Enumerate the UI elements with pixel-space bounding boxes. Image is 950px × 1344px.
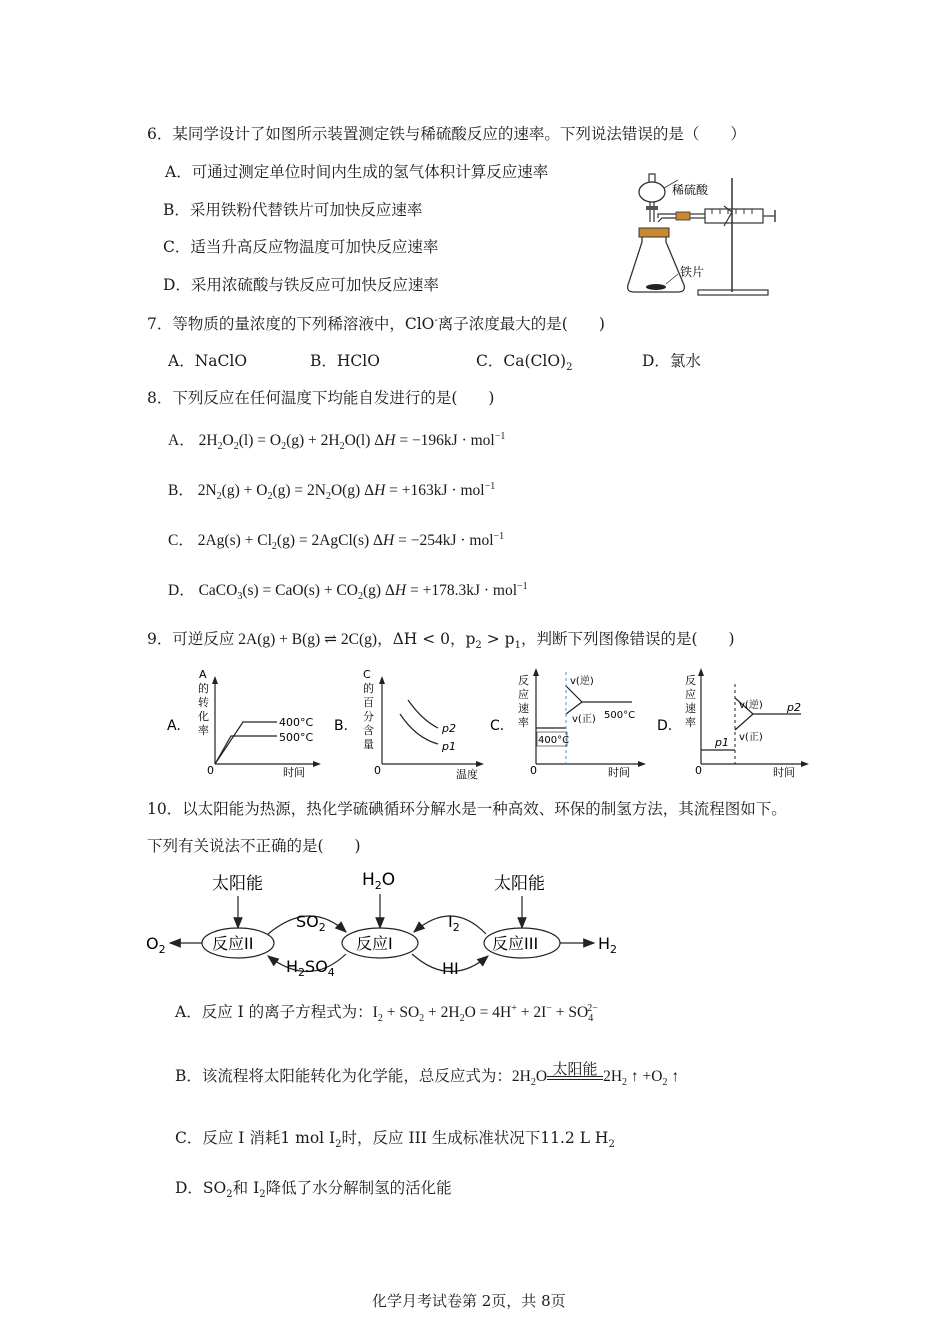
label-500: 500°C [279, 731, 314, 744]
q8-option-d: D． CaCO$_3$(s) = $CaO(s) + CO_2(g) \Delta H = +178.3kJ \cdot mol^{-1}$ [168, 580, 528, 603]
q10-stem-line1: 10．以太阳能为热源，热化学硫碘循环分解水是一种高效、环保的制氢方法，其流程图如下。 [147, 800, 787, 818]
svg-text:率: 率 [198, 724, 209, 737]
svg-text:量: 量 [363, 738, 374, 751]
svg-text:含: 含 [363, 724, 374, 737]
page-footer: 化学月考试卷第 2页，共 8页 [372, 1292, 566, 1310]
svg-text:0: 0 [695, 764, 702, 777]
svg-text:反: 反 [518, 674, 529, 687]
svg-text:转: 转 [198, 696, 209, 709]
svg-text:分: 分 [363, 710, 374, 723]
q9-graph-d [655, 664, 815, 784]
svg-text:率: 率 [685, 716, 696, 729]
q7-option-a: A．NaClO [168, 352, 248, 370]
label-iron-sheet: 铁片 [680, 265, 705, 279]
q6-option-c: C．适当升高反应物温度可加快反应速率 [163, 238, 439, 256]
svg-text:p1: p1 [715, 736, 729, 749]
q7-stem: 7．等物质的量浓度的下列稀溶液中，ClO-离子浓度最大的是( ) [147, 314, 605, 333]
graph-a-xlabel: 时间 [283, 766, 305, 779]
graph-b-xlabel: 温度 [456, 768, 478, 781]
svg-text:的: 的 [198, 682, 209, 695]
flow-hi: HI [442, 959, 459, 978]
q7-option-b: B．HClO [310, 352, 380, 370]
q9-graph-a [165, 664, 325, 784]
svg-text:率: 率 [518, 716, 529, 729]
q9-graph-b [330, 664, 490, 784]
svg-text:反应II: 反应II [212, 934, 254, 953]
curve-p2 [408, 700, 438, 728]
flow-i2: $I_2$ [448, 912, 460, 934]
graph-a-label: A. [167, 718, 181, 734]
svg-text:v(正): v(正) [739, 732, 763, 743]
svg-text:v(正): v(正) [572, 714, 596, 725]
label-400: 400°C [279, 716, 314, 729]
q10-option-a: A．反应 I 的离子方程式为：$I_2 + SO_2 + 2H_2O = 4H^+ + 2I^- + SO_4^{2-}$ [175, 1002, 598, 1025]
svg-text:时间: 时间 [773, 766, 795, 779]
flow-sun-left: 太阳能 [212, 874, 263, 894]
q6-option-d: D．采用浓硫酸与铁反应可加快反应速率 [163, 276, 439, 294]
svg-text:化: 化 [198, 710, 209, 723]
q6-apparatus-figure [620, 170, 790, 300]
svg-text:反应III: 反应III [492, 934, 539, 953]
svg-text:速: 速 [518, 702, 529, 715]
svg-text:0: 0 [374, 764, 381, 777]
svg-text:v(逆): v(逆) [739, 700, 763, 711]
q8-option-b: B． $2N_2(g) + O_2(g) = 2N_2O(g) \Delta H = +163kJ \cdot mol^{-1}$ [168, 480, 496, 503]
q10-option-c: C．反应 I 消耗1 mol $I_2$时，反应 III 生成标准状况下11.2 L $H_2$ [175, 1129, 615, 1151]
svg-text:速: 速 [685, 702, 696, 715]
svg-text:百: 百 [363, 696, 374, 709]
q10-flow-diagram [140, 864, 640, 984]
q10-option-b: B．该流程将太阳能转化为化学能，总反应式为：$2H_2O$ 太阳能 $2H_2$ ↑ $+O_2$ ↑ [175, 1060, 680, 1089]
q7-option-c: C．$Ca(ClO)_2$ [476, 352, 573, 374]
q9-graph-c [488, 664, 653, 784]
flow-h2: $H_2$ [598, 934, 618, 956]
q10-option-d: D．$SO_2$和 $I_2$降低了水分解制氢的活化能 [175, 1179, 452, 1201]
label-dilute-acid: 稀硫酸 [672, 183, 709, 197]
flow-so2: $SO_2$ [296, 912, 326, 934]
curve-p1 [400, 714, 438, 744]
q10-stem-line2: 下列有关说法不正确的是( ) [147, 837, 361, 855]
q8-option-a: A． $2H_2O_2(l) = O_2(g) + 2H_2O(l) \Delta H = -196kJ \cdot mol^{-1}$ [168, 430, 506, 453]
flow-o2: $O_2$ [146, 934, 166, 956]
svg-text:p2: p2 [787, 701, 801, 714]
svg-text:反应I: 反应I [356, 934, 393, 953]
flow-sun-right: 太阳能 [494, 874, 545, 894]
svg-text:应: 应 [518, 688, 529, 701]
svg-text:0: 0 [207, 764, 214, 777]
q9-stem: 9．可逆反应 2A(g) + B(g) ⇌ 2C(g)，ΔH < 0，$p_2 > p_1$，判断下列图像错误的是( ) [147, 630, 735, 652]
graph-b-label: B. [334, 718, 349, 734]
q8-option-c: C． $2Ag(s) + Cl_2(g)$ = 2AgCl(s) ΔH = −254kJ · mol$^{-1}$ [168, 530, 505, 553]
q6-option-a: A．可通过测定单位时间内生成的氢气体积计算反应速率 [165, 163, 549, 181]
svg-text:400°C: 400°C [538, 735, 570, 746]
curve-400 [215, 722, 277, 764]
svg-text:0: 0 [530, 764, 537, 777]
svg-text:C: C [363, 668, 371, 681]
q6-stem: 6．某同学设计了如图所示装置测定铁与稀硫酸反应的速率。下列说法错误的是（ ） [147, 125, 746, 143]
svg-text:反: 反 [685, 674, 696, 687]
svg-text:的: 的 [363, 682, 374, 695]
graph-a-ylabel-1: A [199, 668, 207, 681]
svg-text:时间: 时间 [608, 766, 630, 779]
svg-text:p2: p2 [442, 722, 456, 735]
graph-c-label: C. [490, 718, 505, 734]
q8-stem: 8．下列反应在任何温度下均能自发进行的是( ) [147, 389, 495, 407]
svg-text:v(逆): v(逆) [570, 676, 594, 687]
flow-h2so4: $H_2SO_4$ [286, 957, 335, 979]
svg-text:500°C: 500°C [604, 710, 636, 721]
flow-water: $H_2O$ [362, 870, 396, 892]
svg-text:应: 应 [685, 688, 696, 701]
graph-d-label: D. [657, 718, 673, 734]
svg-text:p1: p1 [442, 740, 456, 753]
q7-option-d: D．氯水 [642, 352, 701, 370]
q6-option-b: B．采用铁粉代替铁片可加快反应速率 [163, 201, 423, 219]
